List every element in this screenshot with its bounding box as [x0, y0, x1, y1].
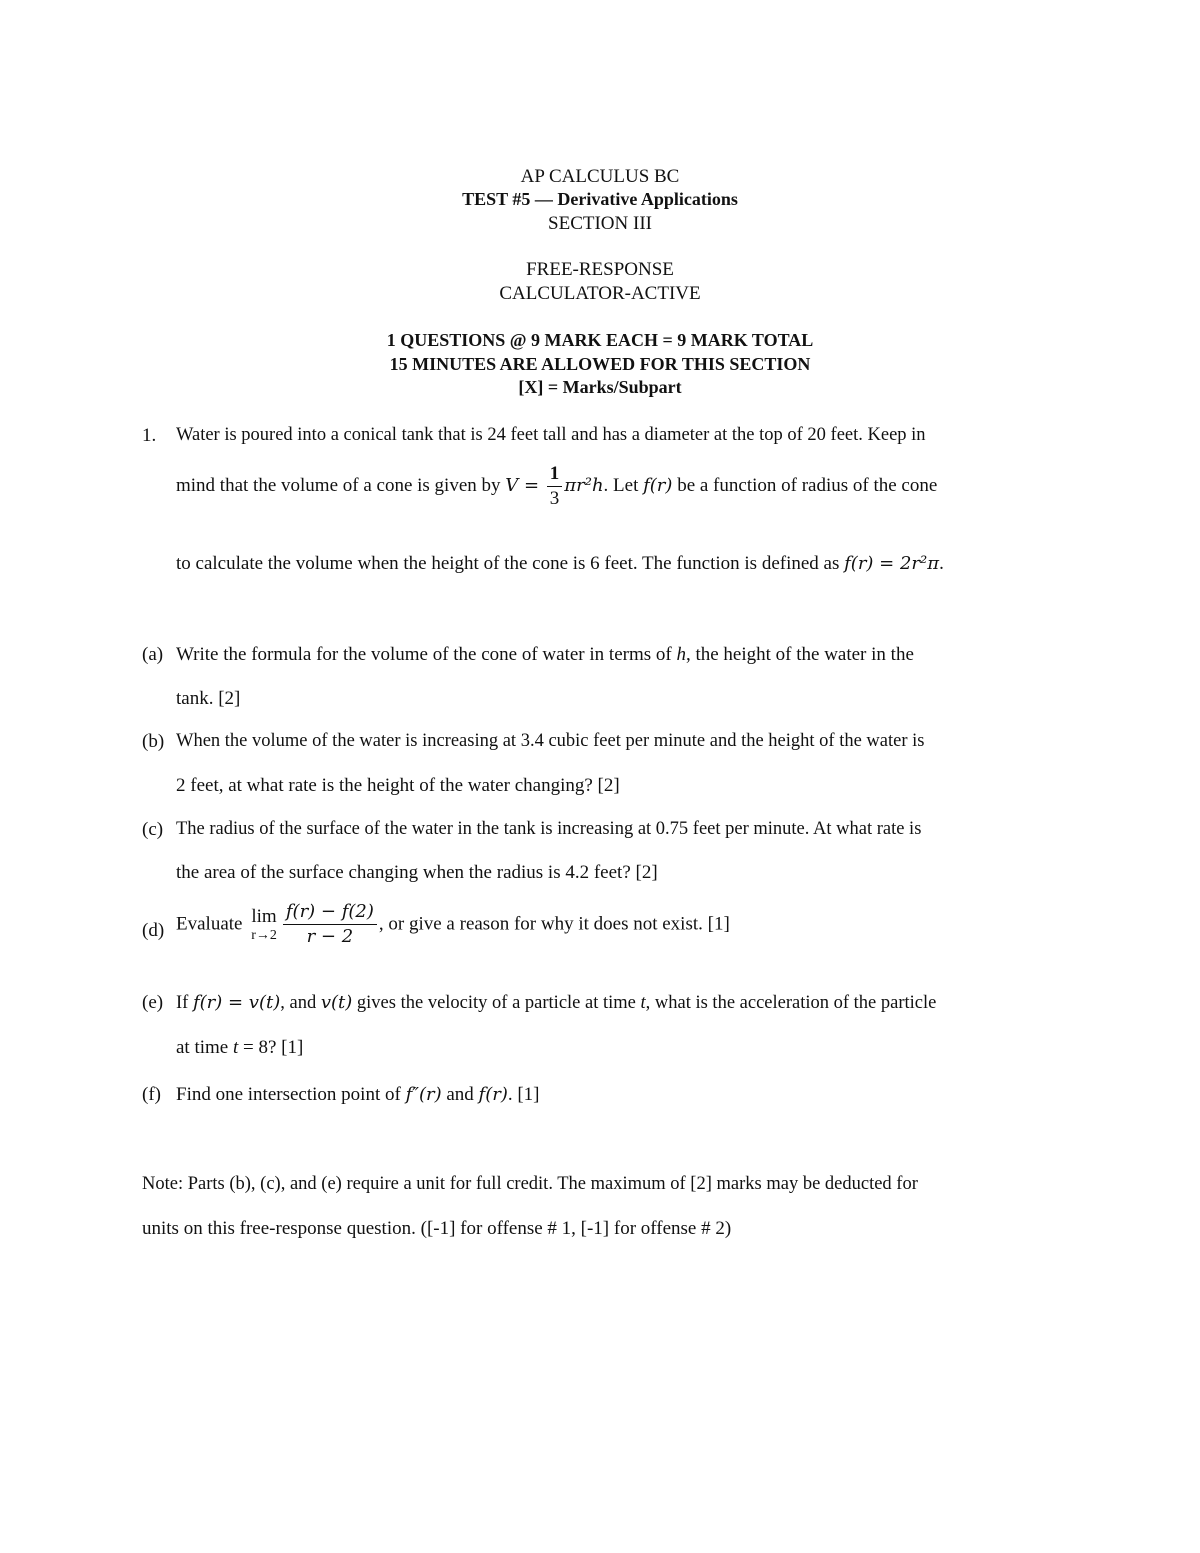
- part-d-text-end: , or give a reason for why it does not exist. [1]: [378, 913, 730, 935]
- note-line-2: units on this free-response question. ([-1] for offense # 1, [-1] for offense # 2): [142, 1218, 732, 1239]
- section-title: SECTION III: [548, 213, 652, 234]
- part-e-time-value: = 8? [1]: [238, 1037, 304, 1058]
- function-f: f(r): [478, 1084, 508, 1105]
- part-f-line: [176, 1084, 540, 1106]
- question-line-3-text: to calculate the volume when the height of the cone is 6 feet. The function is defined as: [176, 553, 845, 574]
- fraction-numerator: 1: [547, 462, 563, 487]
- note-line-1: Note: Parts (b), (c), and (e) require a unit for full credit. The maximum of [2] marks may be deducted for: [142, 1174, 918, 1194]
- height-var: h: [676, 644, 686, 665]
- part-f-label: (f): [142, 1084, 161, 1105]
- part-e-and: , and: [280, 993, 321, 1013]
- time-var: t: [640, 993, 646, 1013]
- function-name: f(r): [643, 474, 673, 496]
- function-definition: f(r) = 2r²π: [844, 553, 940, 574]
- part-d-line: [176, 900, 730, 949]
- question-number: 1.: [142, 425, 157, 446]
- fraction-denominator: 3: [549, 488, 560, 509]
- part-b-line-2: 2 feet, at what rate is the height of the water changing? [2]: [176, 775, 620, 796]
- test-title: TEST #5 — Derivative Applications: [462, 189, 738, 209]
- part-a-text-end: , the height of the water in the: [685, 644, 914, 665]
- question-line-2-end: be a function of radius of the cone: [672, 474, 938, 496]
- velocity-function: v(t): [320, 992, 353, 1013]
- part-a-label: (a): [142, 644, 164, 665]
- part-d-label: (d): [142, 920, 165, 941]
- calculator-mode: CALCULATOR-ACTIVE: [499, 283, 701, 304]
- marks-key: [X] = Marks/Subpart: [518, 377, 682, 397]
- part-e-line-2: [176, 1037, 303, 1059]
- one-third-fraction: [547, 462, 563, 511]
- let-text: . Let: [603, 474, 644, 496]
- question-line-2-text: mind that the volume of a cone is given by: [176, 474, 506, 496]
- limit-word: lim: [251, 905, 277, 927]
- part-e-text: gives the velocity of a particle at time: [352, 993, 641, 1013]
- part-a-text: Write the formula for the volume of the cone of water in terms of: [176, 644, 677, 665]
- difference-denominator: r − 2: [306, 926, 354, 947]
- part-e-at-time: at time: [176, 1037, 233, 1058]
- limit-subscript: r→2: [251, 927, 277, 943]
- question-line-1: Water is poured into a conical tank that is 24 feet tall and has a diameter at the top of 20 feet. Keep in: [176, 425, 926, 445]
- part-c-label: (c): [142, 819, 164, 840]
- question-line-3-end: .: [939, 553, 944, 574]
- part-e-if: If: [176, 993, 193, 1013]
- part-a-line-1: [176, 644, 914, 666]
- part-d-evaluate: Evaluate: [176, 913, 248, 935]
- difference-quotient: [283, 900, 377, 949]
- part-f-text-end: . [1]: [507, 1084, 540, 1105]
- part-c-line-1: The radius of the surface of the water in the tank is increasing at 0.75 feet per minute. At what rate is: [176, 819, 922, 839]
- limit-operator: [251, 906, 277, 944]
- time-var-2: t: [232, 1037, 239, 1058]
- question-count: 1 QUESTIONS @ 9 MARK EACH = 9 MARK TOTAL: [386, 330, 814, 350]
- response-type: FREE-RESPONSE: [526, 259, 674, 280]
- part-f-and: and: [441, 1084, 479, 1105]
- part-b-line-1: When the volume of the water is increasing at 3.4 cubic feet per minute and the height of the water is: [176, 731, 925, 751]
- second-derivative: f″(r): [405, 1084, 442, 1105]
- part-e-line-1: [176, 992, 936, 1014]
- part-f-text: Find one intersection point of: [176, 1084, 406, 1105]
- question-line-2: [176, 462, 937, 511]
- volume-var: V =: [505, 474, 545, 496]
- part-c-line-2: the area of the surface changing when the radius is 4.2 feet? [2]: [176, 862, 658, 883]
- difference-numerator: f(r) − f(2): [283, 900, 377, 925]
- part-e-text-end: , what is the acceleration of the particle: [645, 993, 937, 1013]
- velocity-equation: f(r) = v(t): [192, 992, 281, 1013]
- course-title: AP CALCULUS BC: [520, 166, 680, 187]
- part-a-line-2: tank. [2]: [176, 688, 241, 709]
- time-allowed: 15 MINUTES ARE ALLOWED FOR THIS SECTION: [389, 354, 811, 374]
- question-line-3: [176, 553, 944, 575]
- volume-expression: πr²h: [564, 474, 604, 496]
- part-b-label: (b): [142, 731, 165, 752]
- part-e-label: (e): [142, 992, 164, 1013]
